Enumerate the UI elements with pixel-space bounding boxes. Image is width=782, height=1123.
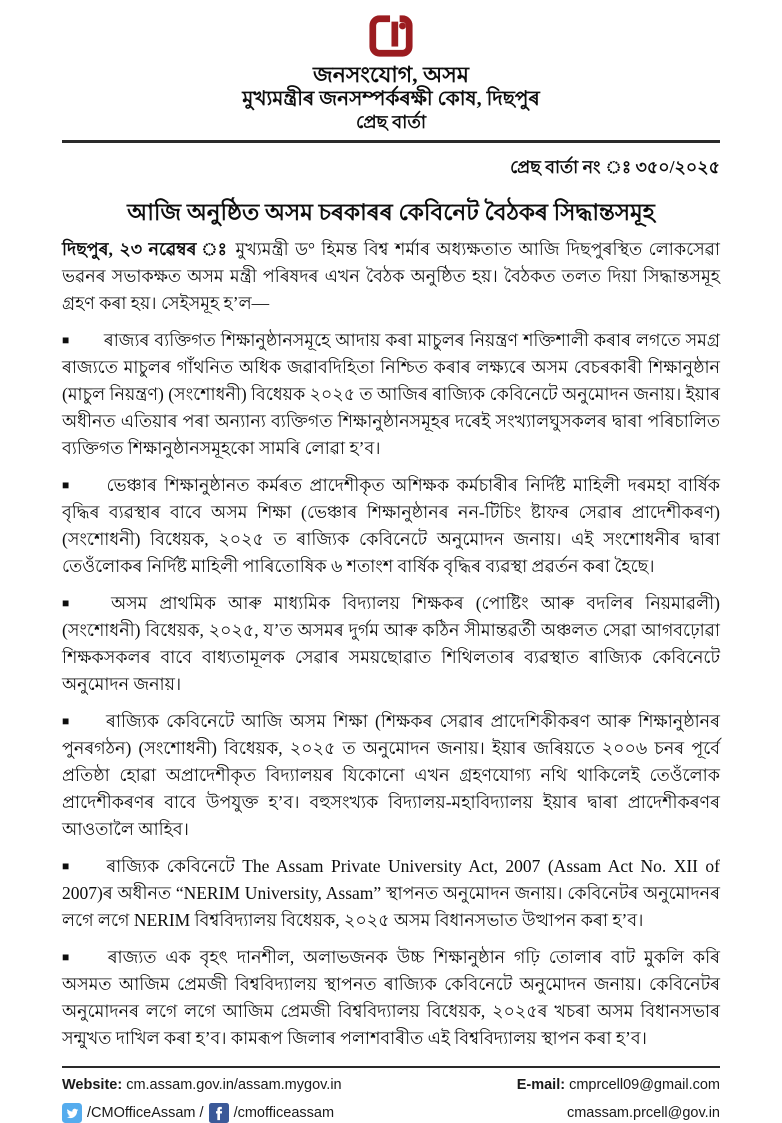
bullet-text: ৰাজ্যত এক বৃহৎ দানশীল, অলাভজনক উচ্চ শিক্ষানুষ্ঠান গঢ়ি তোলাৰ বাট মুকলি কৰি অসমত আজিম প্ৰেমজী বিশ্ববিদ্যালয় স্থাপনত ৰাজ্যিক কেবিনেটে অনুমোদন জনায়। কেবিনেটৰ অনুমোদনৰ লগে লগে আজিম প্ৰেমজী বিশ্ববিদ্যালয় বিধেয়ক, ২০২৫ৰ খচৰা অসম বিধানসভাৰ সন্মুখত দাখিল কৰা হ’ব। কামৰূপ জিলাৰ পলাশবাৰীত এই বিশ্ববিদ্যালয় স্থাপন কৰা হ’ব। bbox=[62, 946, 720, 1048]
bullet-square-icon: ■ bbox=[62, 713, 73, 728]
social-handles bbox=[62, 1103, 334, 1123]
bullet-paragraph-2 bbox=[62, 472, 720, 580]
facebook-icon bbox=[209, 1103, 229, 1123]
intro-paragraph bbox=[62, 236, 720, 317]
bullet-square-icon: ■ bbox=[62, 858, 73, 873]
bullet-text: ৰাজ্যিক কেবিনেটে আজি অসম শিক্ষা (শিক্ষকৰ সেৱাৰ প্ৰাদেশিকীকৰণ আৰু শিক্ষানুষ্ঠানৰ পুনৰগঠন) (সংশোধনী) বিধেয়ক, ২০২৫ ত অনুমোদন জনায়। ইয়াৰ জৰিয়তে ২০০৬ চনৰ পূৰ্বে প্ৰতিষ্ঠা হোৱা অপ্ৰাদেশীকৃত বিদ্যালয়ৰ যিকোনো এখন গ্ৰহণযোগ্য নথি থাকিলেই তেওঁলোক প্ৰাদেশীকৰণৰ বাবে উপযুক্ত হ’ব। বহুসংখ্যক বিদ্যালয়-মহাবিদ্যালয় ইয়াৰ দ্বাৰা প্ৰাদেশীকৰণৰ আওতালৈ আহিব। bbox=[62, 710, 720, 839]
header-divider bbox=[62, 140, 720, 143]
org-name-line2: মুখ্যমন্ত্ৰীৰ জনসম্পৰ্কৰক্ষী কোষ, দিছপুৰ bbox=[242, 88, 540, 111]
email-value: cmprcell09@gmail.com bbox=[569, 1076, 720, 1093]
press-release-number: প্ৰেছ বাৰ্তা নং ঃ ৩৫০/২০২৫ bbox=[510, 156, 720, 177]
bullet-text: ৰাজ্যিক কেবিনেটে The Assam Private University Act, 2007 (Assam Act No. XII of 2007)ৰ অধীনত “NERIM University, Assam” স্থাপনত অনুমোদন জনায়। কেবিনেটৰ অনুমোদনৰ লগে লগে NERIM বিশ্ববিদ্যালয় বিধেয়ক, ২০২৫ অসম বিধানসভাত উত্থাপন কৰা হ’ব। bbox=[62, 855, 720, 930]
dipr-assam-logo bbox=[62, 14, 720, 60]
email-line-2 bbox=[567, 1105, 720, 1121]
bullet-text: অসম প্ৰাথমিক আৰু মাধ্যমিক বিদ্যালয় শিক্ষকৰ (পোষ্টিং আৰু বদলিৰ নিয়মাৱলী) (সংশোধনী) বিধেয়ক, ২০২৫, য’ত অসমৰ দুৰ্গম আৰু কঠিন সীমান্তৱৰ্তী অঞ্চলত সেৱা আগবঢ়োৱা শিক্ষকসকলৰ বাবে বাধ্যতামূলক সেৱাৰ সময়ছোৱাত শিথিলতাৰ ব্যৱস্থাত ৰাজ্যিক কেবিনেটে অনুমোদন জনায়। bbox=[62, 592, 720, 694]
email-value-2: cmassam.prcell@gov.in bbox=[566, 1104, 720, 1121]
dipr-logo-icon bbox=[368, 14, 414, 58]
email-line bbox=[517, 1077, 720, 1093]
email-label: E-mail: bbox=[516, 1076, 566, 1093]
doc-type-label: প্ৰেছ বাৰ্তা bbox=[355, 112, 427, 133]
bullet-square-icon: ■ bbox=[62, 477, 73, 492]
bullet-text: ভেঞ্চাৰ শিক্ষানুষ্ঠানত কৰ্মৰত প্ৰাদেশীকৃত অশিক্ষক কৰ্মচাৰীৰ নিৰ্দিষ্ট মাহিলী দৰমহা বাৰ্ষিক বৃদ্ধিৰ ব্যৱস্থাৰ বাবে অসম শিক্ষা (ভেঞ্চাৰ শিক্ষানুষ্ঠানৰ নন-টিচিং ষ্টাফৰ সেৱাৰ প্ৰাদেশীকৰণ) (সংশোধনী) বিধেয়ক, ২০২৫ ত ৰাজ্যিক কেবিনেটে অনুমোদন জনায়। এই সংশোধনীৰ দ্বাৰা তেওঁলোকৰ নিৰ্দিষ্ট মাহিলী পাৰিতোষিক ৬ শতাংশ বাৰ্ষিক বৃদ্ধিৰ ব্যৱস্থা প্ৰৱৰ্তন কৰা হৈছে। bbox=[62, 474, 721, 576]
bullet-paragraph-6 bbox=[62, 944, 720, 1052]
dateline: দিছপুৰ, ২৩ নৱেম্বৰ ঃ bbox=[62, 238, 230, 259]
footer-row-2 bbox=[62, 1103, 720, 1123]
bullet-paragraph-4 bbox=[62, 708, 720, 843]
website-value: cm.assam.gov.in/assam.mygov.in bbox=[126, 1076, 342, 1093]
bullet-square-icon: ■ bbox=[62, 595, 77, 610]
twitter-handle: /CMOfficeAssam / bbox=[87, 1104, 204, 1121]
bullet-square-icon: ■ bbox=[62, 332, 70, 347]
bullet-square-icon: ■ bbox=[62, 949, 74, 964]
facebook-handle: /cmofficeassam bbox=[233, 1104, 335, 1121]
footer-row-1 bbox=[62, 1077, 720, 1093]
footer bbox=[62, 1077, 720, 1123]
website-line bbox=[62, 1077, 342, 1093]
masthead bbox=[62, 14, 720, 134]
intro-text: মুখ্যমন্ত্ৰী ড° হিমন্ত বিশ্ব শৰ্মাৰ অধ্যক্ষতাত আজি দিছপুৰস্থিত লোকসেৱা ভৱনৰ সভাকক্ষত অসম মন্ত্ৰী পৰিষদৰ এখন বৈঠক অনুষ্ঠিত হয়। বৈঠকত তলত দিয়া সিদ্ধান্তসমূহ গ্ৰহণ কৰা হয়। সেইসমূহ হ’ল— bbox=[62, 238, 720, 313]
footer-divider bbox=[62, 1066, 720, 1068]
bullet-paragraph-3 bbox=[62, 590, 720, 698]
twitter-icon bbox=[62, 1103, 82, 1123]
bullet-paragraph-1 bbox=[62, 327, 720, 462]
org-name-line1: জনসংযোগ, অসম bbox=[313, 62, 469, 87]
bullet-text: ৰাজ্যৰ ব্যক্তিগত শিক্ষানুষ্ঠানসমূহে আদায় কৰা মাচুলৰ নিয়ন্ত্ৰণ শক্তিশালী কৰাৰ লগতে সমগ্ৰ ৰাজ্যতে মাচুলৰ গাঁথনিত অধিক জৱাবদিহিতা নিশ্চিত কৰাৰ লক্ষ্যৰে অসম বেচৰকাৰী শিক্ষানুষ্ঠান (মাচুল নিয়ন্ত্ৰণ) (সংশোধনী) বিধেয়ক ২০২৫ ত আজিৰ ৰাজ্যিক কেবিনেটে অনুমোদন জনায়। ইয়াৰ অধীনত এতিয়াৰ পৰা অন্যান্য ব্যক্তিগত শিক্ষানুষ্ঠানসমূহৰ দৰেই সংখ্যালঘুসকলৰ দ্বাৰা পৰিচালিত ব্যক্তিগত শিক্ষানুষ্ঠানসমূহকো সামৰি লোৱা হ’ব। bbox=[62, 329, 720, 458]
bullet-paragraph-5 bbox=[62, 853, 720, 934]
page-title: আজি অনুষ্ঠিত অসম চৰকাৰৰ কেবিনেট বৈঠকৰ সিদ্ধান্তসমূহ bbox=[127, 199, 655, 225]
website-label: Website: bbox=[62, 1076, 123, 1093]
